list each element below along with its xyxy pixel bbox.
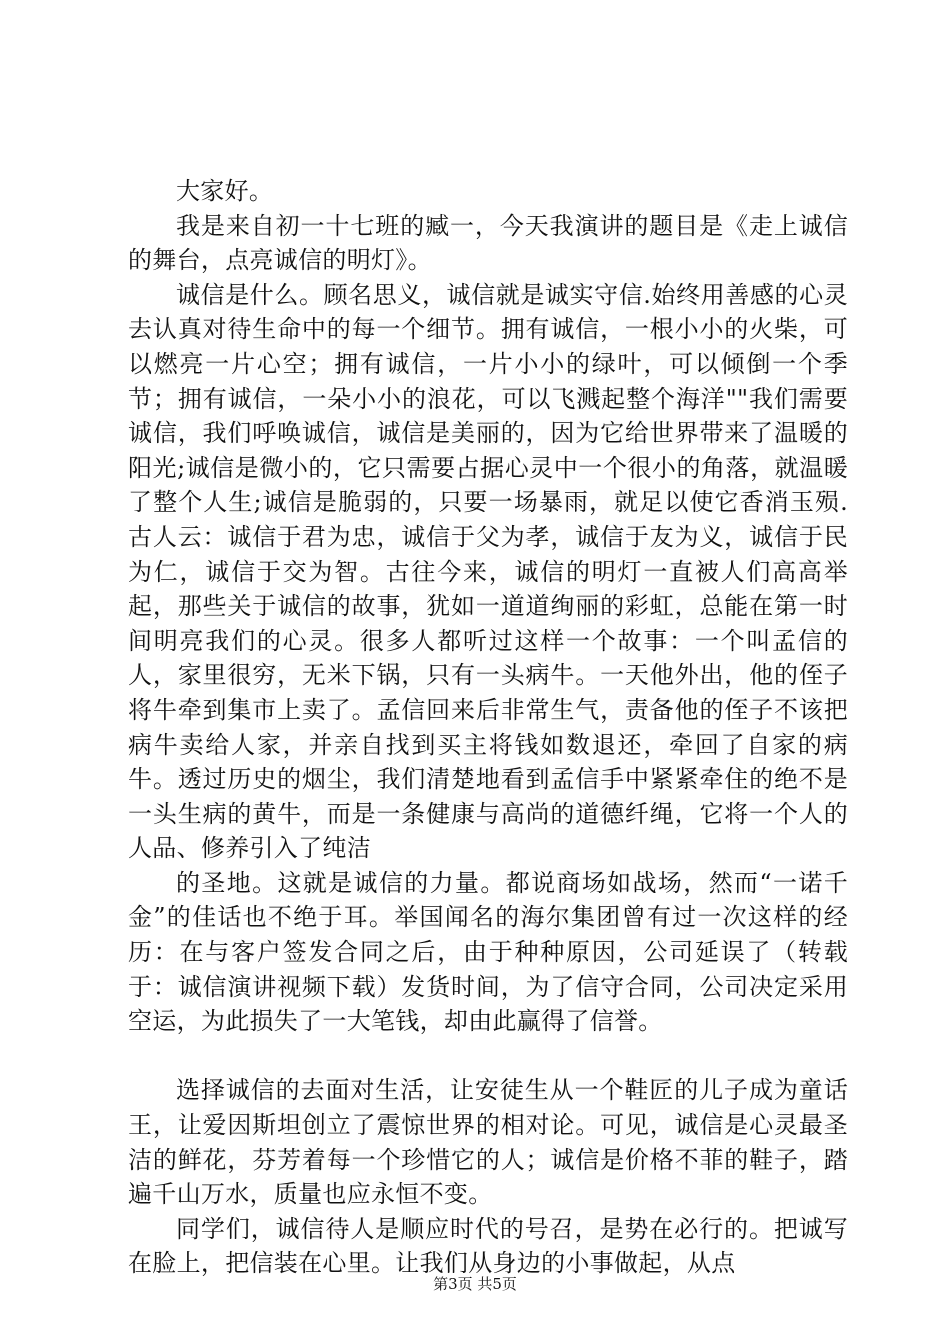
paragraph-call-to-action: 同学们，诚信待人是顺应时代的号召，是势在必行的。把诚写在脸上，把信装在心里。让我们从身边的小事做起，从点 — [128, 1214, 848, 1278]
paragraph-greeting: 大家好。 — [176, 177, 274, 205]
paragraph-spacer — [128, 1039, 848, 1074]
paragraph-haier-story: 的圣地。这就是诚信的力量。都说商场如战场，然而“一诺千金”的佳话也不绝于耳。举国闻名的海尔集团曾有过一次这样的经历：在与客户签发合同之后，由于种种原因，公司延误了（转载于：诚信演讲视频下载）发货时间，为了信守合同，公司决定采用空运，为此损失了一大笔钱，却由此赢得了信誉。 — [128, 868, 848, 1036]
paragraph-what-is-integrity: 诚信是什么。顾名思义，诚信就是诚实守信.始终用善感的心灵去认真对待生命中的每一个细节。拥有诚信，一根小小的火柴，可以燃亮一片心空；拥有诚信，一片小小的绿叶，可以倾倒一个季节；拥有诚信，一朵小小的浪花，可以飞溅起整个海洋""我们需要诚信，我们呼唤诚信，诚信是美丽的，因为它给世界带来了温暖的阳光;诚信是微小的，它只需要占据心灵中一个很小的角落，就温暖了整个人生;诚信是脆弱的，只要一场暴雨，就足以使它香消玉殒.古人云：诚信于君为忠，诚信于父为孝，诚信于友为义，诚信于民为仁，诚信于交为智。古往今来，诚信的明灯一直被人们高高举起，那些关于诚信的故事，犹如一道道绚丽的彩虹，总能在第一时间明亮我们的心灵。很多人都听过这样一个故事：一个叫孟信的人，家里很穷，无米下锅，只有一头病牛。一天他外出，他的侄子将牛牵到集市上卖了。孟信回来后非常生气，责备他的侄子不该把病牛卖给人家，并亲自找到买主将钱如数退还，牵回了自家的病牛。透过历史的烟尘，我们清楚地看到孟信手中紧紧牵住的绝不是一头生病的黄牛，而是一条健康与高尚的道德纤绳，它将一个人的人品、修养引入了纯洁 — [128, 280, 848, 863]
page-number-footer: 第3页 共5页 — [433, 1275, 517, 1293]
paragraph-choose-integrity: 选择诚信的去面对生活，让安徒生从一个鞋匠的儿子成为童话王，让爱因斯坦创立了震惊世界的相对论。可见，诚信是心灵最圣洁的鲜花，芬芳着每一个珍惜它的人；诚信是价格不菲的鞋子，踏遍千山万水，质量也应永恒不变。 — [128, 1076, 848, 1209]
document-body — [128, 174, 848, 1281]
paragraph-introduction: 我是来自初一十七班的臧一，今天我演讲的题目是《走上诚信的舞台，点亮诚信的明灯》。 — [128, 211, 848, 275]
